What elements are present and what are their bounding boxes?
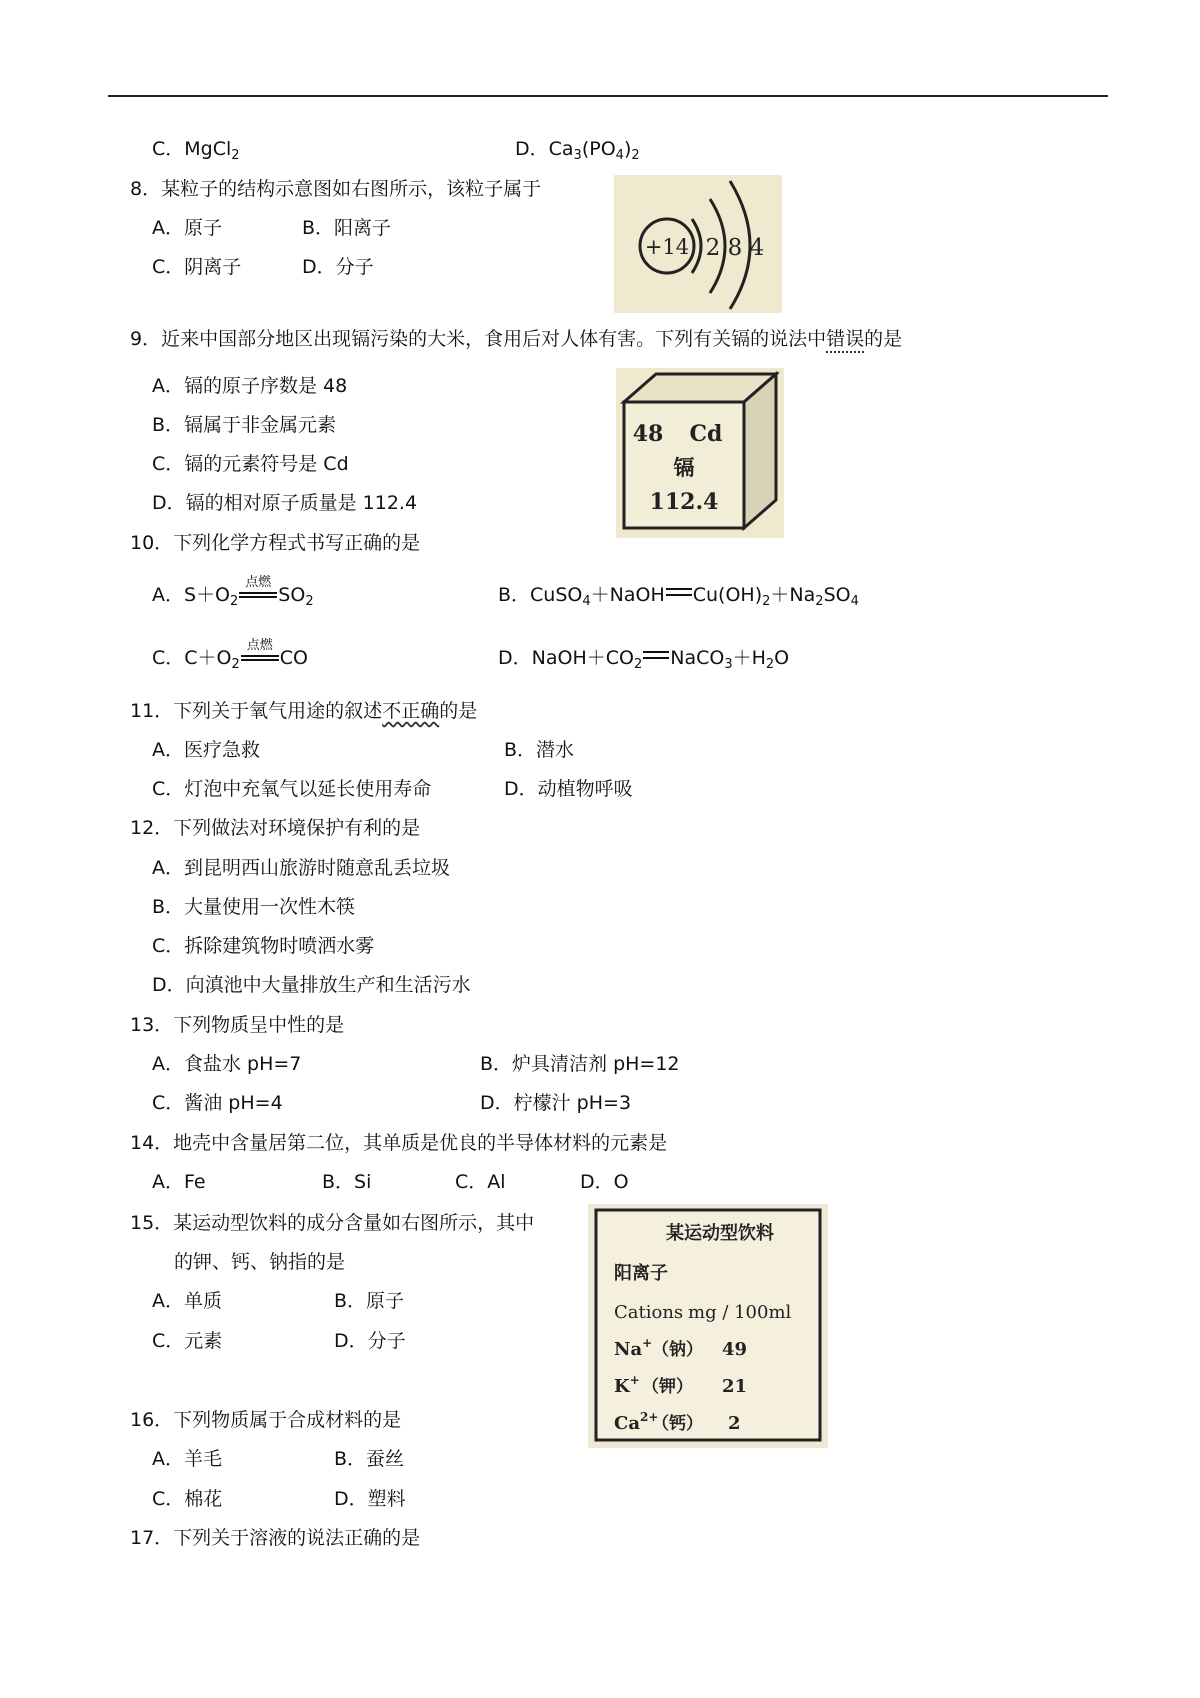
q9-option-b: B．镉属于非金属元素 <box>152 414 337 436</box>
q14-option-d: D．O <box>580 1171 629 1193</box>
ion-k-value: 21 <box>722 1376 748 1397</box>
shell-1-electrons: 2 <box>705 235 721 261</box>
atomic-mass: 112.4 <box>649 489 719 515</box>
q11-option-c: C．灯泡中充氧气以延长使用寿命 <box>152 778 432 800</box>
q7-option-d: D．$Ca_3(PO_4)_2$ <box>515 138 640 163</box>
ion-ca-name: （钙） <box>652 1414 703 1434</box>
q9-option-a: A．镉的原子序数是 48 <box>152 375 348 397</box>
shell-3-electrons: 4 <box>749 235 765 261</box>
q10-option-d: D．$NaOH+CO_2$ $NaCO_3+H_2O$ <box>498 647 790 672</box>
q15-option-d: D．分子 <box>334 1330 406 1352</box>
cube-side <box>744 374 776 528</box>
q14-option-c: C．Al <box>455 1171 506 1193</box>
label-subtitle: 阳离子 <box>614 1263 668 1284</box>
q11-option-d: D．动植物呼吸 <box>504 778 633 800</box>
q13-option-d: D．柠檬汁 pH=3 <box>480 1092 632 1114</box>
label-cations: Cations <box>614 1302 684 1323</box>
q16-option-d: D．塑料 <box>334 1488 406 1510</box>
q13-stem: 13．下列物质呈中性的是 <box>130 1014 345 1036</box>
q10-stem: 10．下列化学方程式书写正确的是 <box>130 532 421 554</box>
q7-option-c: C．MgCl$_2$ <box>152 138 240 163</box>
q9-stem: 9．近来中国部分地区出现镉污染的大米，食用后对人体有害。下列有关镉的说法中错误的是 <box>130 327 902 351</box>
q8-option-a: A．原子 <box>152 217 222 239</box>
ion-na-value: 49 <box>722 1339 748 1360</box>
q10-option-b: B．CuSO$_4$＋NaOH $Cu(OH)_2+Na_2SO_4$ <box>498 584 859 609</box>
q11-option-b: B．潜水 <box>504 739 575 761</box>
q8-option-c: C．阴离子 <box>152 256 242 278</box>
q13-option-c: C．酱油 pH=4 <box>152 1092 283 1114</box>
q8-option-b: B．阳离子 <box>302 217 392 239</box>
q10-option-a: A．$S+O_2$ 点燃 $SO_2$ <box>152 575 314 609</box>
atom-structure-figure <box>614 175 782 313</box>
q16-option-a: A．羊毛 <box>152 1448 222 1470</box>
ion-k: K+ <box>614 1373 640 1397</box>
nucleus-charge: +14 <box>644 235 690 259</box>
periodic-cell-figure <box>616 368 784 538</box>
drink-label-figure <box>588 1204 828 1448</box>
q14-option-a: A．Fe <box>152 1171 206 1193</box>
emphasis-mark: 错误 <box>826 328 864 353</box>
q16-option-b: B．蚕丝 <box>334 1448 405 1470</box>
q14-option-b: B．Si <box>322 1171 372 1193</box>
q16-stem: 16．下列物质属于合成材料的是 <box>130 1409 402 1431</box>
element-name: 镉 <box>673 455 695 480</box>
label-unit: mg / 100ml <box>688 1302 792 1323</box>
ion-k-name: （钾） <box>642 1377 693 1397</box>
q8-stem: 8．某粒子的结构示意图如右图所示，该粒子属于 <box>130 178 542 200</box>
q13-option-b: B．炉具清洁剂 pH=12 <box>480 1053 680 1075</box>
header-rule <box>108 95 1108 97</box>
q12-option-a: A．到昆明西山旅游时随意乱丢垃圾 <box>152 857 450 879</box>
q15-option-c: C．元素 <box>152 1330 223 1352</box>
q12-option-b: B．大量使用一次性木筷 <box>152 896 356 918</box>
q15-stem-line2: 的钾、钙、钠指的是 <box>174 1251 346 1273</box>
q8-option-d: D．分子 <box>302 256 374 278</box>
ion-na-name: （钠） <box>652 1340 703 1360</box>
q9-option-d: D．镉的相对原子质量是 112.4 <box>152 492 418 514</box>
q15-stem-line1: 15．某运动型饮料的成分含量如右图所示，其中 <box>130 1212 535 1234</box>
q14-stem: 14．地壳中含量居第二位，其单质是优良的半导体材料的元素是 <box>130 1132 668 1154</box>
q15-option-b: B．原子 <box>334 1290 405 1312</box>
q9-option-c: C．镉的元素符号是 Cd <box>152 453 349 475</box>
q11-option-a: A．医疗急救 <box>152 739 260 761</box>
label-title: 某运动型饮料 <box>666 1223 774 1244</box>
q12-option-c: C．拆除建筑物时喷洒水雾 <box>152 935 375 957</box>
q11-stem: 11．下列关于氧气用途的叙述不正确的是 <box>130 700 478 722</box>
label-border <box>596 1210 820 1440</box>
q17-stem: 17．下列关于溶液的说法正确的是 <box>130 1527 421 1549</box>
q15-option-a: A．单质 <box>152 1290 222 1312</box>
q13-option-a: A．食盐水 pH=7 <box>152 1053 302 1075</box>
ion-na: Na+ <box>614 1336 653 1360</box>
ion-ca: $Ca^{2+}$ <box>614 1410 659 1434</box>
q12-stem: 12．下列做法对环境保护有利的是 <box>130 817 421 839</box>
q16-option-c: C．棉花 <box>152 1488 223 1510</box>
shell-2-electrons: 8 <box>727 235 743 261</box>
element-symbol: Cd <box>689 421 723 447</box>
emphasis-mark: 不正确 <box>382 700 440 722</box>
q10-option-c: C．$C+O_2$ 点燃 CO <box>152 638 309 672</box>
atomic-number: 48 <box>632 421 664 447</box>
q12-option-d: D．向滇池中大量排放生产和生活污水 <box>152 974 471 996</box>
ion-ca-value: 2 <box>728 1413 741 1434</box>
